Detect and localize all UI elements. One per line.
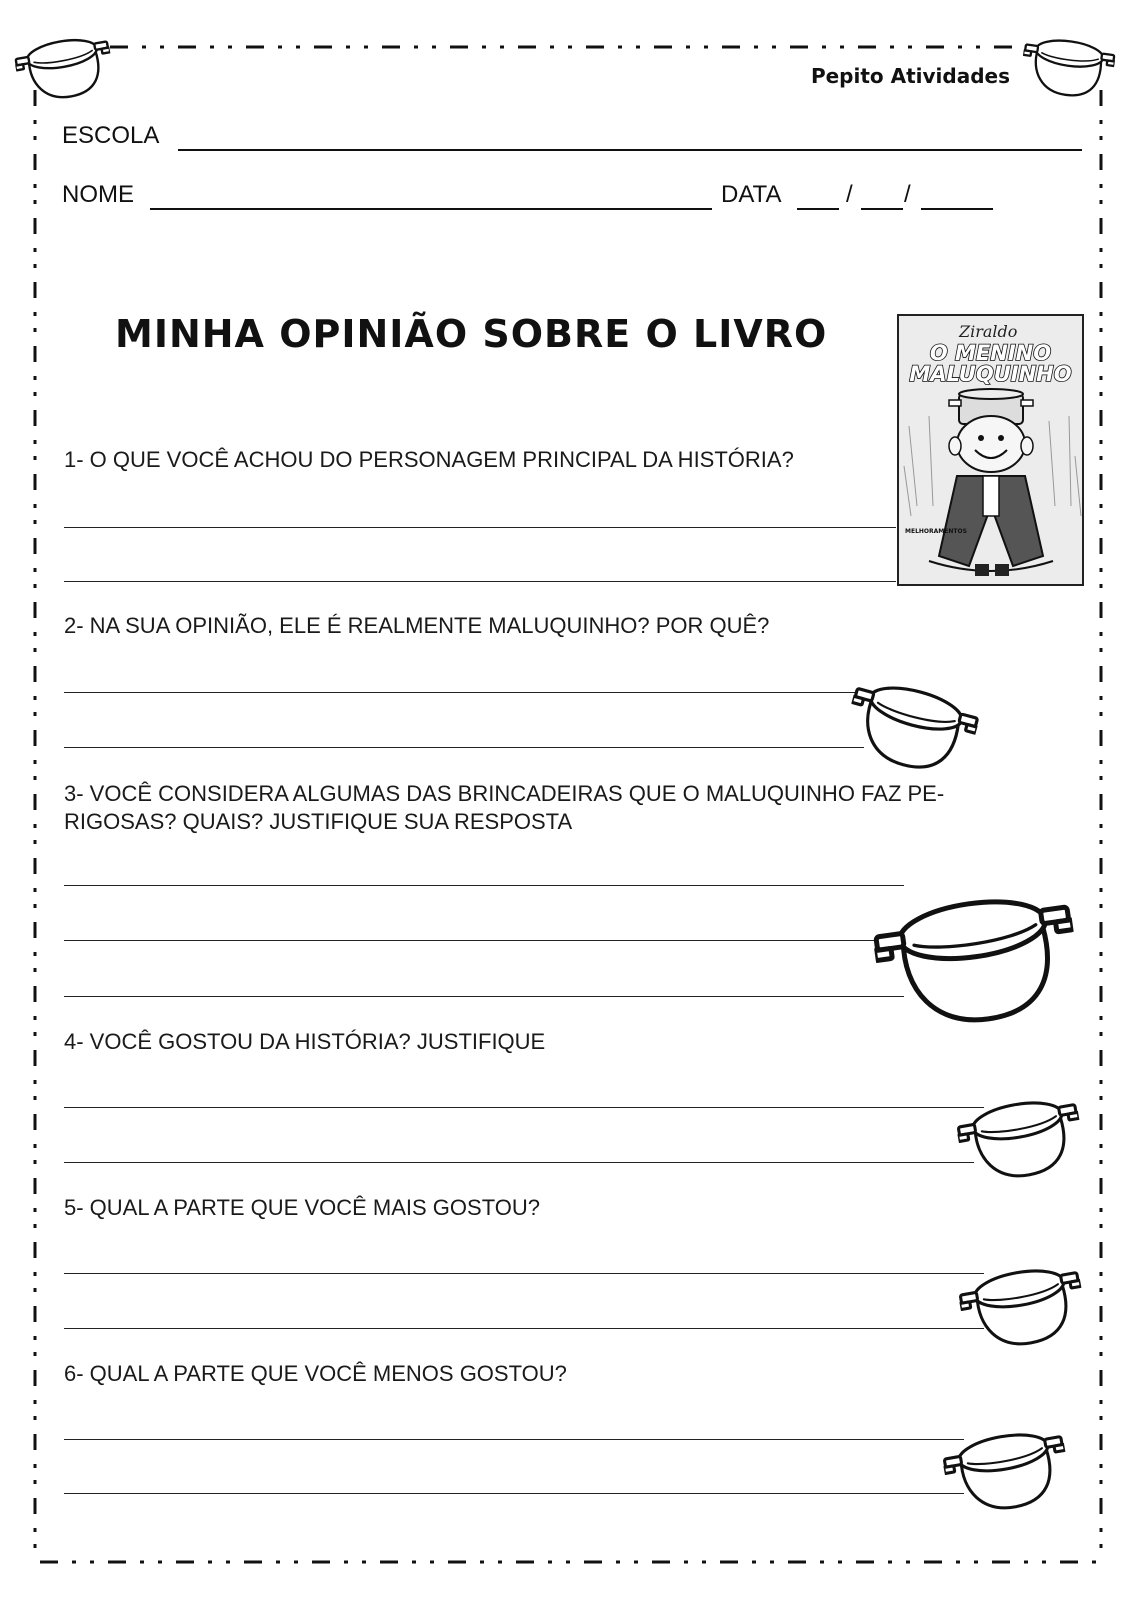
answer-line[interactable] — [64, 1107, 984, 1108]
answer-line[interactable] — [64, 885, 904, 886]
book-cover-image — [897, 314, 1084, 586]
question-3 — [64, 780, 944, 836]
answer-line[interactable] — [64, 747, 864, 748]
answer-line[interactable] — [64, 1162, 974, 1163]
answer-line[interactable] — [64, 1493, 964, 1494]
date-separator: / — [846, 181, 853, 208]
answer-line[interactable] — [64, 996, 904, 997]
cover-publisher: MELHORAMENTOS — [905, 528, 967, 535]
date-label: DATA — [721, 181, 782, 208]
question-3-line1: 3- VOCÊ CONSIDERA ALGUMAS DAS BRINCADEIRAS QUE O MALUQUINHO FAZ PE- — [64, 781, 945, 806]
date-month-field[interactable] — [861, 208, 903, 210]
question-3-line2: RIGOSAS? QUAIS? JUSTIFIQUE SUA RESPOSTA — [64, 809, 573, 834]
brand-label: Pepito Atividades — [810, 64, 1010, 88]
answer-line[interactable] — [64, 1439, 964, 1440]
answer-line[interactable] — [64, 527, 896, 528]
question-1: 1- O QUE VOCÊ ACHOU DO PERSONAGEM PRINCIPAL DA HISTÓRIA? — [64, 447, 794, 472]
cover-title-line2: MALUQUINHO — [909, 362, 1072, 386]
cooking-pot-icon — [1018, 24, 1119, 106]
answer-line[interactable] — [64, 1273, 984, 1274]
answer-line[interactable] — [64, 940, 874, 941]
school-field[interactable] — [178, 149, 1082, 151]
question-5: 5- QUAL A PARTE QUE VOCÊ MAIS GOSTOU? — [64, 1195, 540, 1220]
date-separator: / — [904, 181, 911, 208]
date-day-field[interactable] — [797, 208, 839, 210]
name-label: NOME — [62, 181, 134, 208]
cover-title-line1: O MENINO — [929, 341, 1052, 365]
question-4: 4- VOCÊ GOSTOU DA HISTÓRIA? JUSTIFIQUE — [64, 1029, 546, 1054]
answer-line[interactable] — [64, 692, 864, 693]
question-2: 2- NA SUA OPINIÃO, ELE É REALMENTE MALUQUINHO? POR QUÊ? — [64, 613, 770, 638]
page-title: MINHA OPINIÃO SOBRE O LIVRO — [115, 312, 828, 356]
answer-line[interactable] — [64, 581, 896, 582]
cooking-pot-icon — [863, 866, 1090, 1043]
name-field[interactable] — [150, 208, 712, 210]
cover-boy-illustration — [899, 386, 1084, 586]
cover-author-signature: Ziraldo — [959, 322, 1018, 341]
school-label: ESCOLA — [62, 122, 160, 149]
question-6: 6- QUAL A PARTE QUE VOCÊ MENOS GOSTOU? — [64, 1361, 567, 1386]
date-year-field[interactable] — [921, 208, 993, 210]
answer-line[interactable] — [64, 1328, 984, 1329]
